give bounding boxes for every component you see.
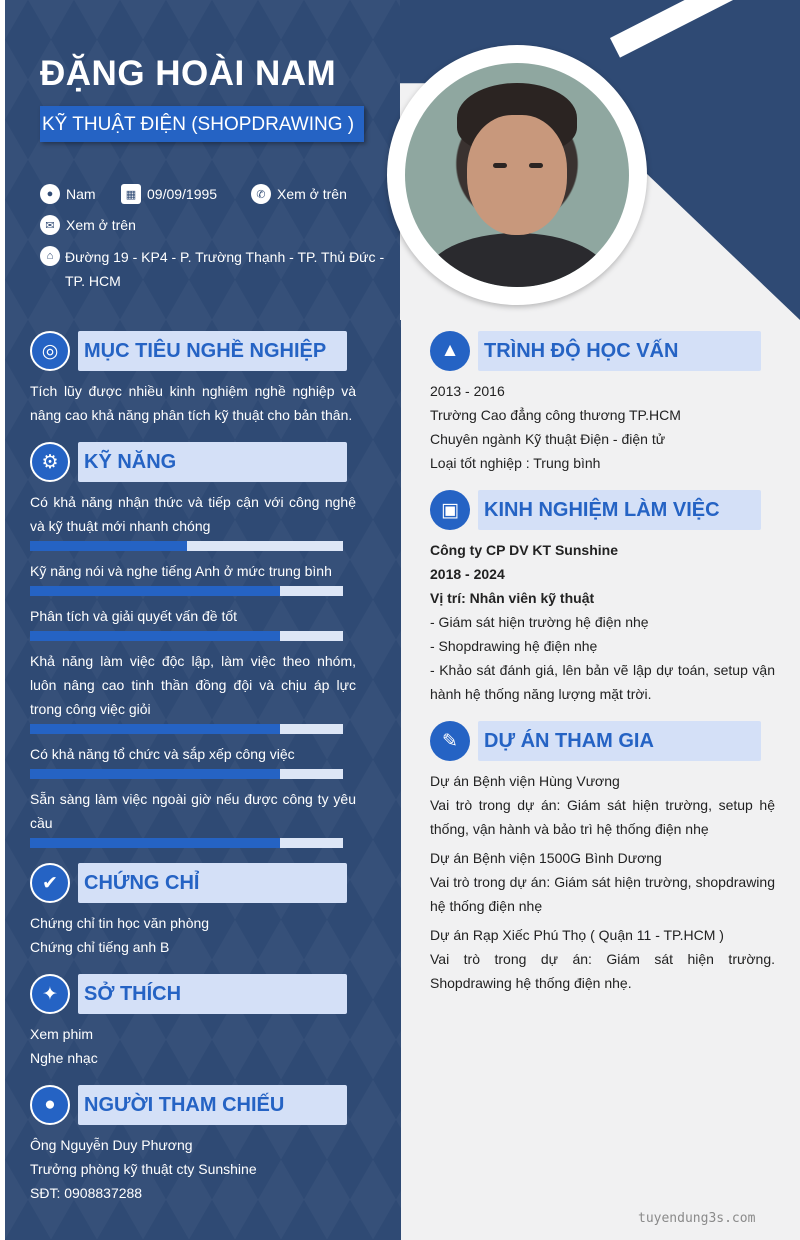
skill-label: Có khả năng nhận thức và tiếp cận với công nghệ và kỹ thuật mới nhanh chóng xyxy=(30,494,356,534)
experience-period: 2018 - 2024 xyxy=(430,566,505,582)
objective-title: MỤC TIÊU NGHỀ NGHIỆP xyxy=(78,331,347,371)
experience-duty: - Khảo sát đánh giá, lên bản vẽ lập dự toán, setup vận hành hệ thống năng lượng mặt trời. xyxy=(430,662,775,702)
experience-company: Công ty CP DV KT Sunshine xyxy=(430,542,618,558)
project-name: Dự án Bệnh viện Hùng Vương xyxy=(430,773,620,789)
objective-header xyxy=(30,331,347,371)
birthday-value: 09/09/1995 xyxy=(147,186,218,202)
education-header xyxy=(430,331,761,371)
reference-line: Trưởng phòng kỹ thuật cty Sunshine xyxy=(30,1161,257,1177)
address-value: Đường 19 - KP4 - P. Trường Thạnh - TP. Thủ Đức - TP. HCM xyxy=(65,249,385,289)
phone-icon: ✆ xyxy=(251,184,271,204)
skill-bar-fill xyxy=(30,541,187,551)
skill-bar xyxy=(30,541,343,551)
experience-duty: - Giám sát hiện trường hệ điện nhẹ xyxy=(430,614,649,630)
references-title: NGƯỜI THAM CHIẾU xyxy=(78,1085,347,1125)
skill-bar-fill xyxy=(30,724,280,734)
skill-bar xyxy=(30,724,343,734)
certificates-header xyxy=(30,863,347,903)
birthday-row xyxy=(121,184,217,204)
reference-line: Ông Nguyễn Duy Phương xyxy=(30,1137,193,1153)
references-header xyxy=(30,1085,347,1125)
email-row xyxy=(40,215,136,235)
email-value: Xem ở trên xyxy=(66,217,136,233)
projects-title: DỰ ÁN THAM GIA xyxy=(478,721,761,761)
skill-bar xyxy=(30,838,343,848)
briefcase-icon: ▣ xyxy=(430,490,470,530)
address-row xyxy=(40,246,66,266)
puzzle-icon: ✦ xyxy=(30,974,70,1014)
phone-row xyxy=(251,184,347,204)
reference-line: SĐT: 0908837288 xyxy=(30,1185,143,1201)
skill-label: Sẵn sàng làm việc ngoài giờ nếu được công ty yêu cầu xyxy=(30,791,356,831)
education-line: Trường Cao đẳng công thương TP.HCM xyxy=(430,407,681,423)
brain-icon: ⚙ xyxy=(30,442,70,482)
target-icon: ◎ xyxy=(30,331,70,371)
certificate-item: Chứng chỉ tin học văn phòng xyxy=(30,915,210,931)
certificates-title: CHỨNG CHỈ xyxy=(78,863,347,903)
skill-bar xyxy=(30,769,343,779)
experience-position: Vị trí: Nhân viên kỹ thuật xyxy=(430,590,595,606)
project-role: Vai trò trong dự án: Giám sát hiện trường, setup hệ thống, vận hành và bảo trì hệ thống điện nhẹ xyxy=(430,797,775,837)
project-name: Dự án Rạp Xiếc Phú Thọ ( Quận 11 - TP.HCM ) xyxy=(430,927,724,943)
education-line: Loại tốt nghiệp : Trung bình xyxy=(430,455,601,471)
experience-header xyxy=(430,490,761,530)
hobby-item: Nghe nhạc xyxy=(30,1050,98,1066)
skill-bar-fill xyxy=(30,631,280,641)
home-icon: ⌂ xyxy=(40,246,60,266)
skill-label: Khả năng làm việc độc lập, làm việc theo nhóm, luôn nâng cao tinh thần đồng đội và chịu áp lực trong công việc giỏi xyxy=(30,653,356,717)
project-name: Dự án Bệnh viện 1500G Bình Dương xyxy=(430,850,662,866)
hobbies-title: SỞ THÍCH xyxy=(78,974,347,1014)
skill-bar-fill xyxy=(30,769,280,779)
graduation-cap-icon: ▲ xyxy=(430,331,470,371)
certificate-item: Chứng chỉ tiếng anh B xyxy=(30,939,170,955)
hobby-item: Xem phim xyxy=(30,1026,94,1042)
gender-row xyxy=(40,184,96,204)
experience-duty: - Shopdrawing hệ điện nhẹ xyxy=(430,638,598,654)
user-icon: ● xyxy=(40,184,60,204)
watermark: tuyendung3s.com xyxy=(638,1211,756,1226)
badge-check-icon: ✔ xyxy=(30,863,70,903)
candidate-name: ĐẶNG HOÀI NAM xyxy=(40,54,337,93)
skill-bar xyxy=(30,586,343,596)
skills-title: KỸ NĂNG xyxy=(78,442,347,482)
education-line: 2013 - 2016 xyxy=(430,383,505,399)
experience-title: KINH NGHIỆM LÀM VIỆC xyxy=(478,490,761,530)
skill-bar-fill xyxy=(30,586,280,596)
person-icon: ● xyxy=(30,1085,70,1125)
education-line: Chuyên ngành Kỹ thuật Điện - điện tử xyxy=(430,431,666,447)
skill-label: Phân tích và giải quyết vấn đề tốt xyxy=(30,608,238,624)
job-title: KỸ THUẬT ĐIỆN (SHOPDRAWING ) xyxy=(40,106,364,142)
project-role: Vai trò trong dự án: Giám sát hiện trường. Shopdrawing hệ thống điện nhẹ. xyxy=(430,951,775,991)
skill-bar xyxy=(30,631,343,641)
avatar xyxy=(405,63,629,287)
project-role: Vai trò trong dự án: Giám sát hiện trường, shopdrawing hệ thống điện nhẹ xyxy=(430,874,775,914)
phone-value: Xem ở trên xyxy=(277,186,347,202)
calendar-icon: ▦ xyxy=(121,184,141,204)
skills-header xyxy=(30,442,347,482)
skill-label: Có khả năng tổ chức và sắp xếp công việc xyxy=(30,746,295,762)
skill-bar-fill xyxy=(30,838,280,848)
gender-value: Nam xyxy=(66,186,96,202)
projects-header xyxy=(430,721,761,761)
objective-text: Tích lũy được nhiều kinh nghiệm nghề nghiệp và nâng cao khả năng phân tích kỹ thuật cho bản thân. xyxy=(30,383,356,423)
hobbies-header xyxy=(30,974,347,1014)
skill-label: Kỹ năng nói và nghe tiếng Anh ở mức trung bình xyxy=(30,563,332,579)
document-gear-icon: ✎ xyxy=(430,721,470,761)
envelope-icon: ✉ xyxy=(40,215,60,235)
education-title: TRÌNH ĐỘ HỌC VẤN xyxy=(478,331,761,371)
